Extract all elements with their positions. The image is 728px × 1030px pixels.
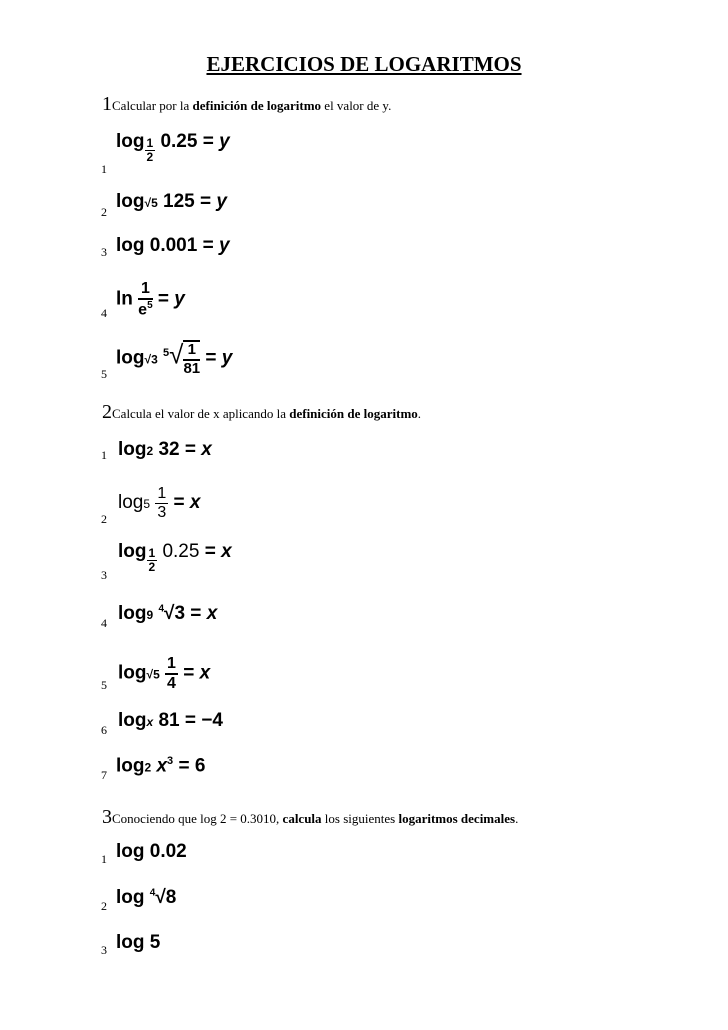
formula-3-1: log 0.02 [116, 841, 187, 862]
formula-1-5: log√3 $^5$√ $\frac{1}{81}$ = y [116, 339, 233, 377]
formula-2-4: log9 $^4$√3 = x [118, 603, 218, 624]
formula-2-7: log2 $x^3 = 6$ [116, 755, 206, 777]
item-number: 4 [101, 306, 107, 320]
section-number: 2 [102, 401, 112, 423]
formula-2-3: log $\frac{1}{2}$ 0.25 = x [118, 541, 232, 574]
formula-2-6: logx 81 = −4 [118, 710, 223, 731]
page-title: EJERCICIOS DE LOGARITMOS [206, 52, 522, 76]
item-number: 6 [101, 723, 107, 737]
item-number: 5 [101, 678, 107, 692]
item-number: 3 [101, 568, 107, 582]
item-number: 2 [101, 512, 107, 526]
item-number: 4 [101, 616, 107, 630]
item-number: 2 [101, 205, 107, 219]
formula-1-3: log 0.001 = y [116, 235, 230, 256]
item-number: 5 [101, 367, 107, 381]
section-number: 3 [102, 806, 112, 828]
item-number: 1 [101, 852, 107, 866]
section-1-heading: 1Calcular por la definición de logaritmo el valor de y. [102, 93, 392, 115]
item-number: 7 [101, 768, 107, 782]
formula-3-3: log 5 [116, 932, 161, 953]
formula-1-2: log√5 125 = y [116, 191, 227, 212]
formula-2-1: log2 32 = x [118, 439, 212, 460]
formula-1-4: ln $\frac{1}{e^5}$ = y [116, 280, 185, 318]
item-number: 2 [101, 899, 107, 913]
formula-2-5: log√5 $\frac{1}{4}$ = x [118, 655, 211, 692]
item-number: 3 [101, 245, 107, 259]
section-3-heading: 3Conociendo que log 2 = 0.3010, calcula los siguientes logaritmos decimales. [102, 806, 519, 828]
formula-1-1: log $\frac{1}{2}$ 0.25 = y [116, 131, 230, 164]
item-number: 3 [101, 943, 107, 957]
item-number: 1 [101, 162, 107, 176]
formula-2-2: log5 $\frac{1}{3}$ = x [118, 485, 201, 521]
item-number: 1 [101, 448, 107, 462]
section-number: 1 [102, 93, 112, 115]
formula-3-2: log $^4$√8 [116, 887, 177, 908]
section-2-heading: 2Calcula el valor de x aplicando la definición de logaritmo. [102, 401, 422, 423]
